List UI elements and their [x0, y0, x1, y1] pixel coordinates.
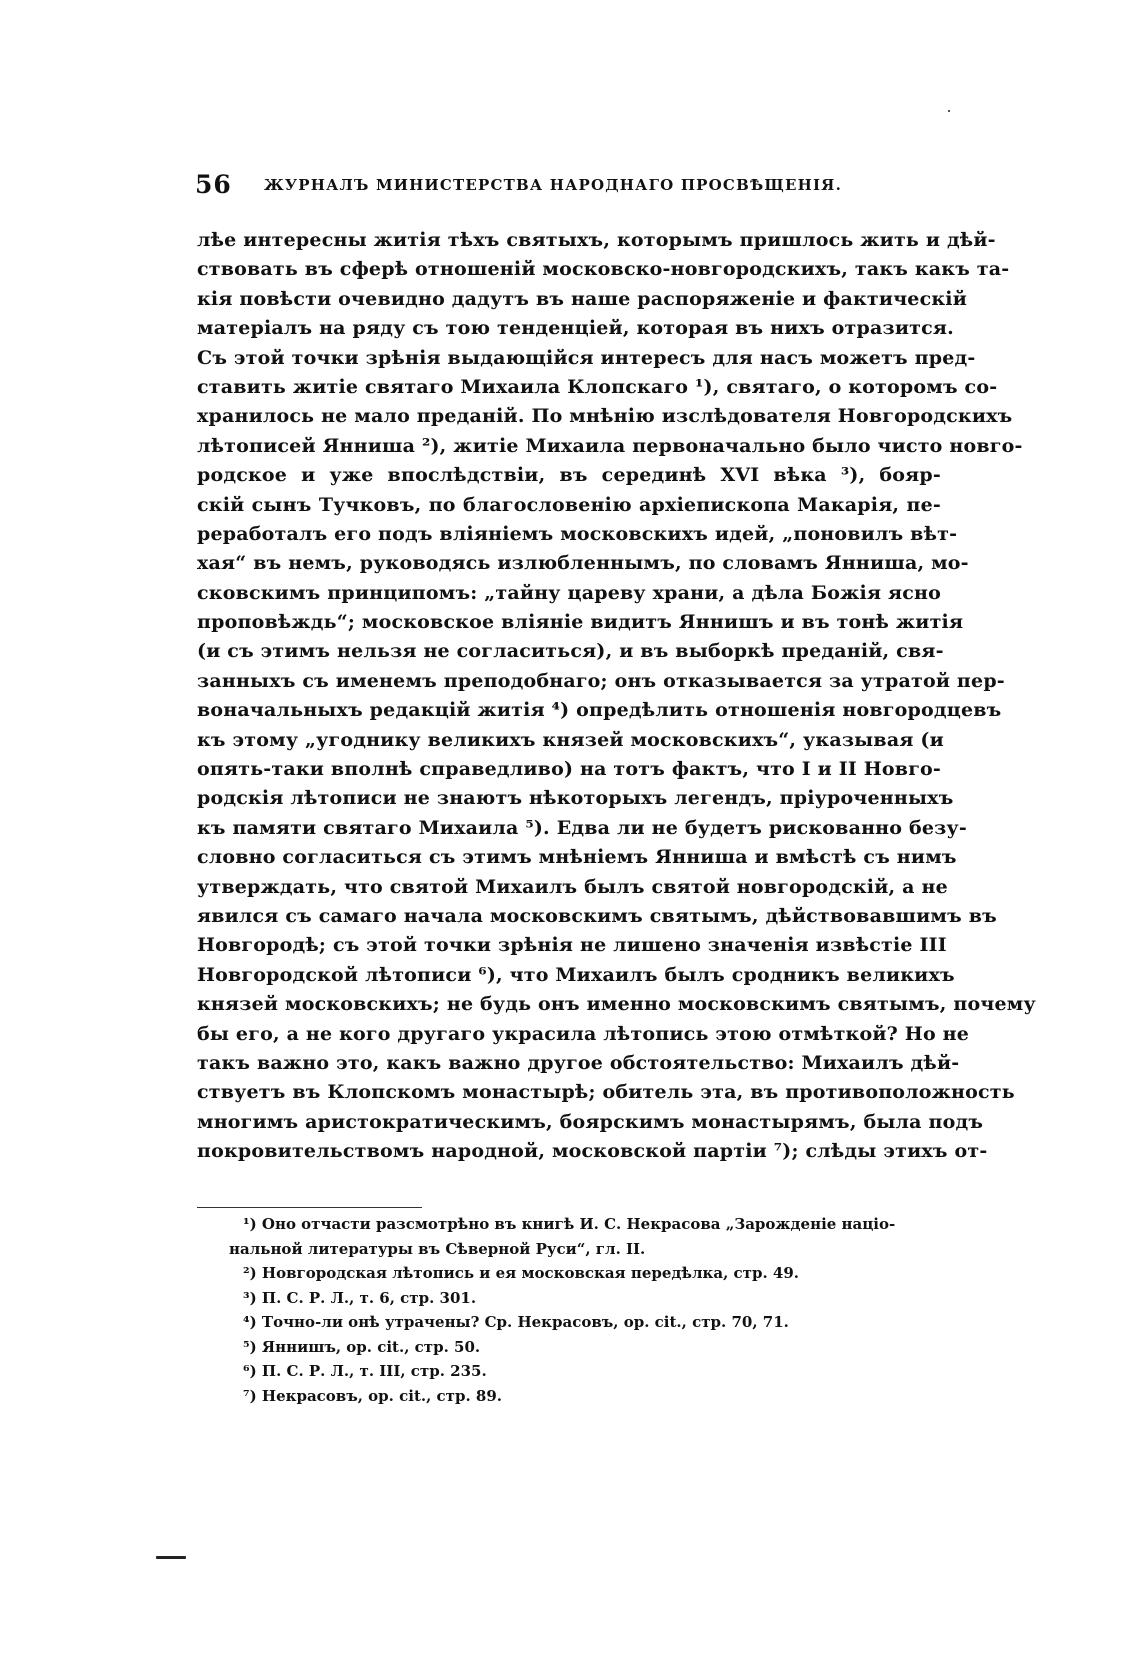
- text-line: хранилось не мало преданій. По мнѣнію изслѣдователя Новгородскихъ: [197, 405, 1013, 428]
- footnote-rule: [197, 1207, 422, 1208]
- footnote-mark: ⁵): [243, 1337, 257, 1356]
- text-line: многимъ аристократическимъ, боярскимъ монастырямъ, была подъ: [197, 1110, 984, 1133]
- footnote-mark: ²): [243, 1264, 257, 1282]
- text-line: родскія лѣтописи не знаютъ нѣкоторыхъ легендъ, пріуроченныхъ: [197, 787, 954, 810]
- text-line: опять-таки вполнѣ справедливо) на тотъ фактъ, что I и II Новго-: [197, 758, 941, 781]
- text-line: хая“ въ немъ, руководясь излюбленнымъ, по словамъ Янниша, мо-: [197, 552, 969, 575]
- footnote-item: [229, 1237, 943, 1262]
- text-line: явился съ самаго начала московскимъ святымъ, дѣйствовавшимъ въ: [197, 904, 997, 927]
- footnote-text: Оно отчасти разсмотрѣно въ книгѣ И. С. Некрасова „Зарожденіе націо-: [261, 1215, 896, 1233]
- text-line: утверждать, что святой Михаилъ былъ святой новгородскій, а не: [197, 875, 948, 898]
- text-line: князей московскихъ; не будь онъ именно московскимъ святымъ, почему: [197, 993, 1036, 1016]
- text-line: (и съ этимъ нельзя не согласиться), и въ выборкѣ преданій, свя-: [197, 640, 944, 663]
- footnote-text: Яннишъ, op. cit., стр. 50.: [261, 1337, 481, 1356]
- text-line: воначальныхъ редакцій житія ⁴) опредѣлить отношенія новгородцевъ: [197, 699, 1002, 722]
- page-number: 56: [195, 170, 232, 199]
- footnote-text: Новгородская лѣтопись и ея московская передѣлка, стр. 49.: [261, 1264, 799, 1282]
- text-line: ствовать въ сферѣ отношеній московско-новгородскихъ, такъ какъ та-: [197, 258, 1010, 281]
- text-line: къ памяти святаго Михаила ⁵). Едва ли не будетъ рискованно безу-: [197, 816, 967, 839]
- footnote-item: [243, 1335, 943, 1360]
- text-line: матеріалъ на ряду съ тою тенденціей, которая въ нихъ отразится.: [197, 317, 954, 340]
- footnote-text: П. С. Р. Л., т. 6, стр. 301.: [261, 1288, 477, 1307]
- text-line: родское и уже впослѣдствіи, въ серединѣ XVI вѣка ³), бояр-: [197, 464, 941, 487]
- footnote-item: [243, 1286, 943, 1311]
- footnote-item: [243, 1212, 943, 1237]
- footnote-text: нальной литературы въ Сѣверной Руси“, гл. II.: [229, 1239, 646, 1258]
- footnote-mark: ⁴): [243, 1313, 257, 1331]
- text-line: занныхъ съ именемъ преподобнаго; онъ отказывается за утратой пер-: [197, 669, 1005, 692]
- text-line: къ этому „угоднику великихъ князей московскихъ“, указывая (и: [197, 728, 944, 751]
- text-line: сковскимъ принципомъ: „тайну цареву храни, а дѣла Божія ясно: [197, 581, 941, 604]
- footnote-item: [243, 1384, 943, 1409]
- text-line: кія повѣсти очевидно дадутъ въ наше распоряженіе и фактическій: [197, 287, 967, 310]
- text-line: Новгородской лѣтописи ⁶), что Михаилъ былъ сродникъ великихъ: [197, 963, 955, 986]
- footnote-mark: ⁷): [243, 1386, 257, 1405]
- footnote-text: Некрасовъ, op. cit., стр. 89.: [261, 1386, 502, 1405]
- text-line: лѣтописей Янниша ²), житіе Михаила первоначально было чисто новго-: [197, 434, 1023, 457]
- footnote-mark: ⁶): [243, 1362, 257, 1380]
- footnote-item: [243, 1261, 943, 1286]
- text-line: такъ важно это, какъ важно другое обстоятельство: Михаилъ дѣй-: [197, 1051, 960, 1074]
- footnote-mark: ³): [243, 1288, 257, 1307]
- footnote-mark: ¹): [243, 1215, 257, 1233]
- running-title: ЖУРНАЛЪ МИНИСТЕРСТВА НАРОДНАГО ПРОСВѢЩЕНІЯ.: [264, 176, 843, 194]
- text-line: проповѣждь“; московское вліяніе видитъ Яннишъ и въ тонѣ житія: [197, 611, 964, 634]
- text-line: ставить житіе святаго Михаила Клопскаго ¹), святаго, о которомъ со-: [197, 375, 998, 398]
- main-text: [197, 226, 1036, 1167]
- text-line: лѣе интересны житія тѣхъ святыхъ, которымъ пришлось жить и дѣй-: [197, 229, 996, 251]
- text-line: скій сынъ Тучковъ, по благословенію архіепископа Макарія, пе-: [197, 493, 941, 516]
- footnote-item: [243, 1359, 943, 1384]
- text-line: реработалъ его подъ вліяніемъ московскихъ идей, „поновилъ вѣт-: [197, 522, 958, 545]
- scan-speck: [948, 110, 950, 112]
- footnote-text: П. С. Р. Л., т. III, стр. 235.: [261, 1362, 487, 1380]
- margin-dash-mark: [156, 1556, 186, 1559]
- text-line: покровительствомъ народной, московской партіи ⁷); слѣды этихъ от-: [197, 1140, 988, 1163]
- footnote-item: [243, 1310, 943, 1335]
- footnotes: [229, 1212, 943, 1408]
- text-line: словно согласиться съ этимъ мнѣніемъ Янниша и вмѣстѣ съ нимъ: [197, 846, 957, 869]
- page-header: [195, 170, 915, 204]
- footnote-text: Точно-ли онѣ утрачены? Ср. Некрасовъ, op. cit., стр. 70, 71.: [261, 1313, 789, 1331]
- text-line: бы его, а не кого другаго украсила лѣтопись этою отмѣткой? Но не: [197, 1022, 970, 1045]
- text-line: Съ этой точки зрѣнія выдающійся интересъ для насъ можетъ пред-: [197, 346, 976, 369]
- text-line: Новгородѣ; съ этой точки зрѣнія не лишено значенія извѣстіе III: [197, 934, 947, 957]
- text-line: ствуетъ въ Клопскомъ монастырѣ; обитель эта, въ противоположность: [197, 1081, 1015, 1104]
